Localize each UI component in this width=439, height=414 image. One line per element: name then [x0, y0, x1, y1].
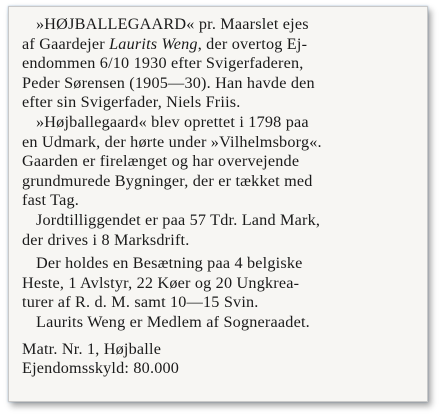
text-line: turer af R. d. M. samt 10—15 Svin. [22, 293, 259, 312]
text-line: efter sin Svigerfader, Niels Friis. [22, 93, 241, 112]
text-line: Laurits Weng er Medlem af Sogneraadet. [36, 312, 310, 331]
text-line: Jordtilliggendet er paa 57 Tdr. Land Mark, [36, 210, 321, 229]
newspaper-clipping [8, 6, 428, 402]
text-line: »HØJBALLEGAARD« pr. Maarslet ejes [36, 15, 309, 33]
matrikel-number: Matr. Nr. 1, Højballe [22, 339, 162, 358]
text-line: af Gaardejer Laurits Weng, der overtog Ej- [22, 34, 308, 53]
text-line: grundmurede Bygninger, der er tækket med [22, 171, 313, 190]
text-line: Heste, 1 Avlstyr, 22 Køer og 20 Ungkrea- [22, 273, 300, 292]
text-line: Peder Sørensen (1905—30). Han havde den [22, 73, 315, 92]
paragraph-livestock [22, 254, 422, 313]
paragraph-history [22, 113, 422, 211]
paragraph-land [22, 211, 422, 250]
paragraph-intro [22, 15, 422, 113]
text-line: Gaarden er firelænget og har overvejende [22, 152, 300, 171]
paragraph-council [22, 313, 422, 333]
owner-name: Laurits Weng [109, 34, 198, 53]
text-line: »Højballegaard« blev oprettet i 1798 paa [36, 112, 309, 131]
clipping-text [22, 15, 422, 379]
text-line: der drives i 8 Marksdrift. [22, 230, 190, 249]
property-valuation: Ejendomsskyld: 80.000 [22, 359, 180, 378]
text-line: en Udmark, der hørte under »Vilhelmsborg«. [22, 132, 322, 151]
text-line: Der holdes en Besætning paa 4 belgiske [36, 254, 303, 273]
text-line: endommen 6/10 1930 efter Svigerfaderen, [22, 54, 304, 73]
text-line: fast Tag. [22, 191, 80, 210]
property-footer [22, 340, 422, 379]
